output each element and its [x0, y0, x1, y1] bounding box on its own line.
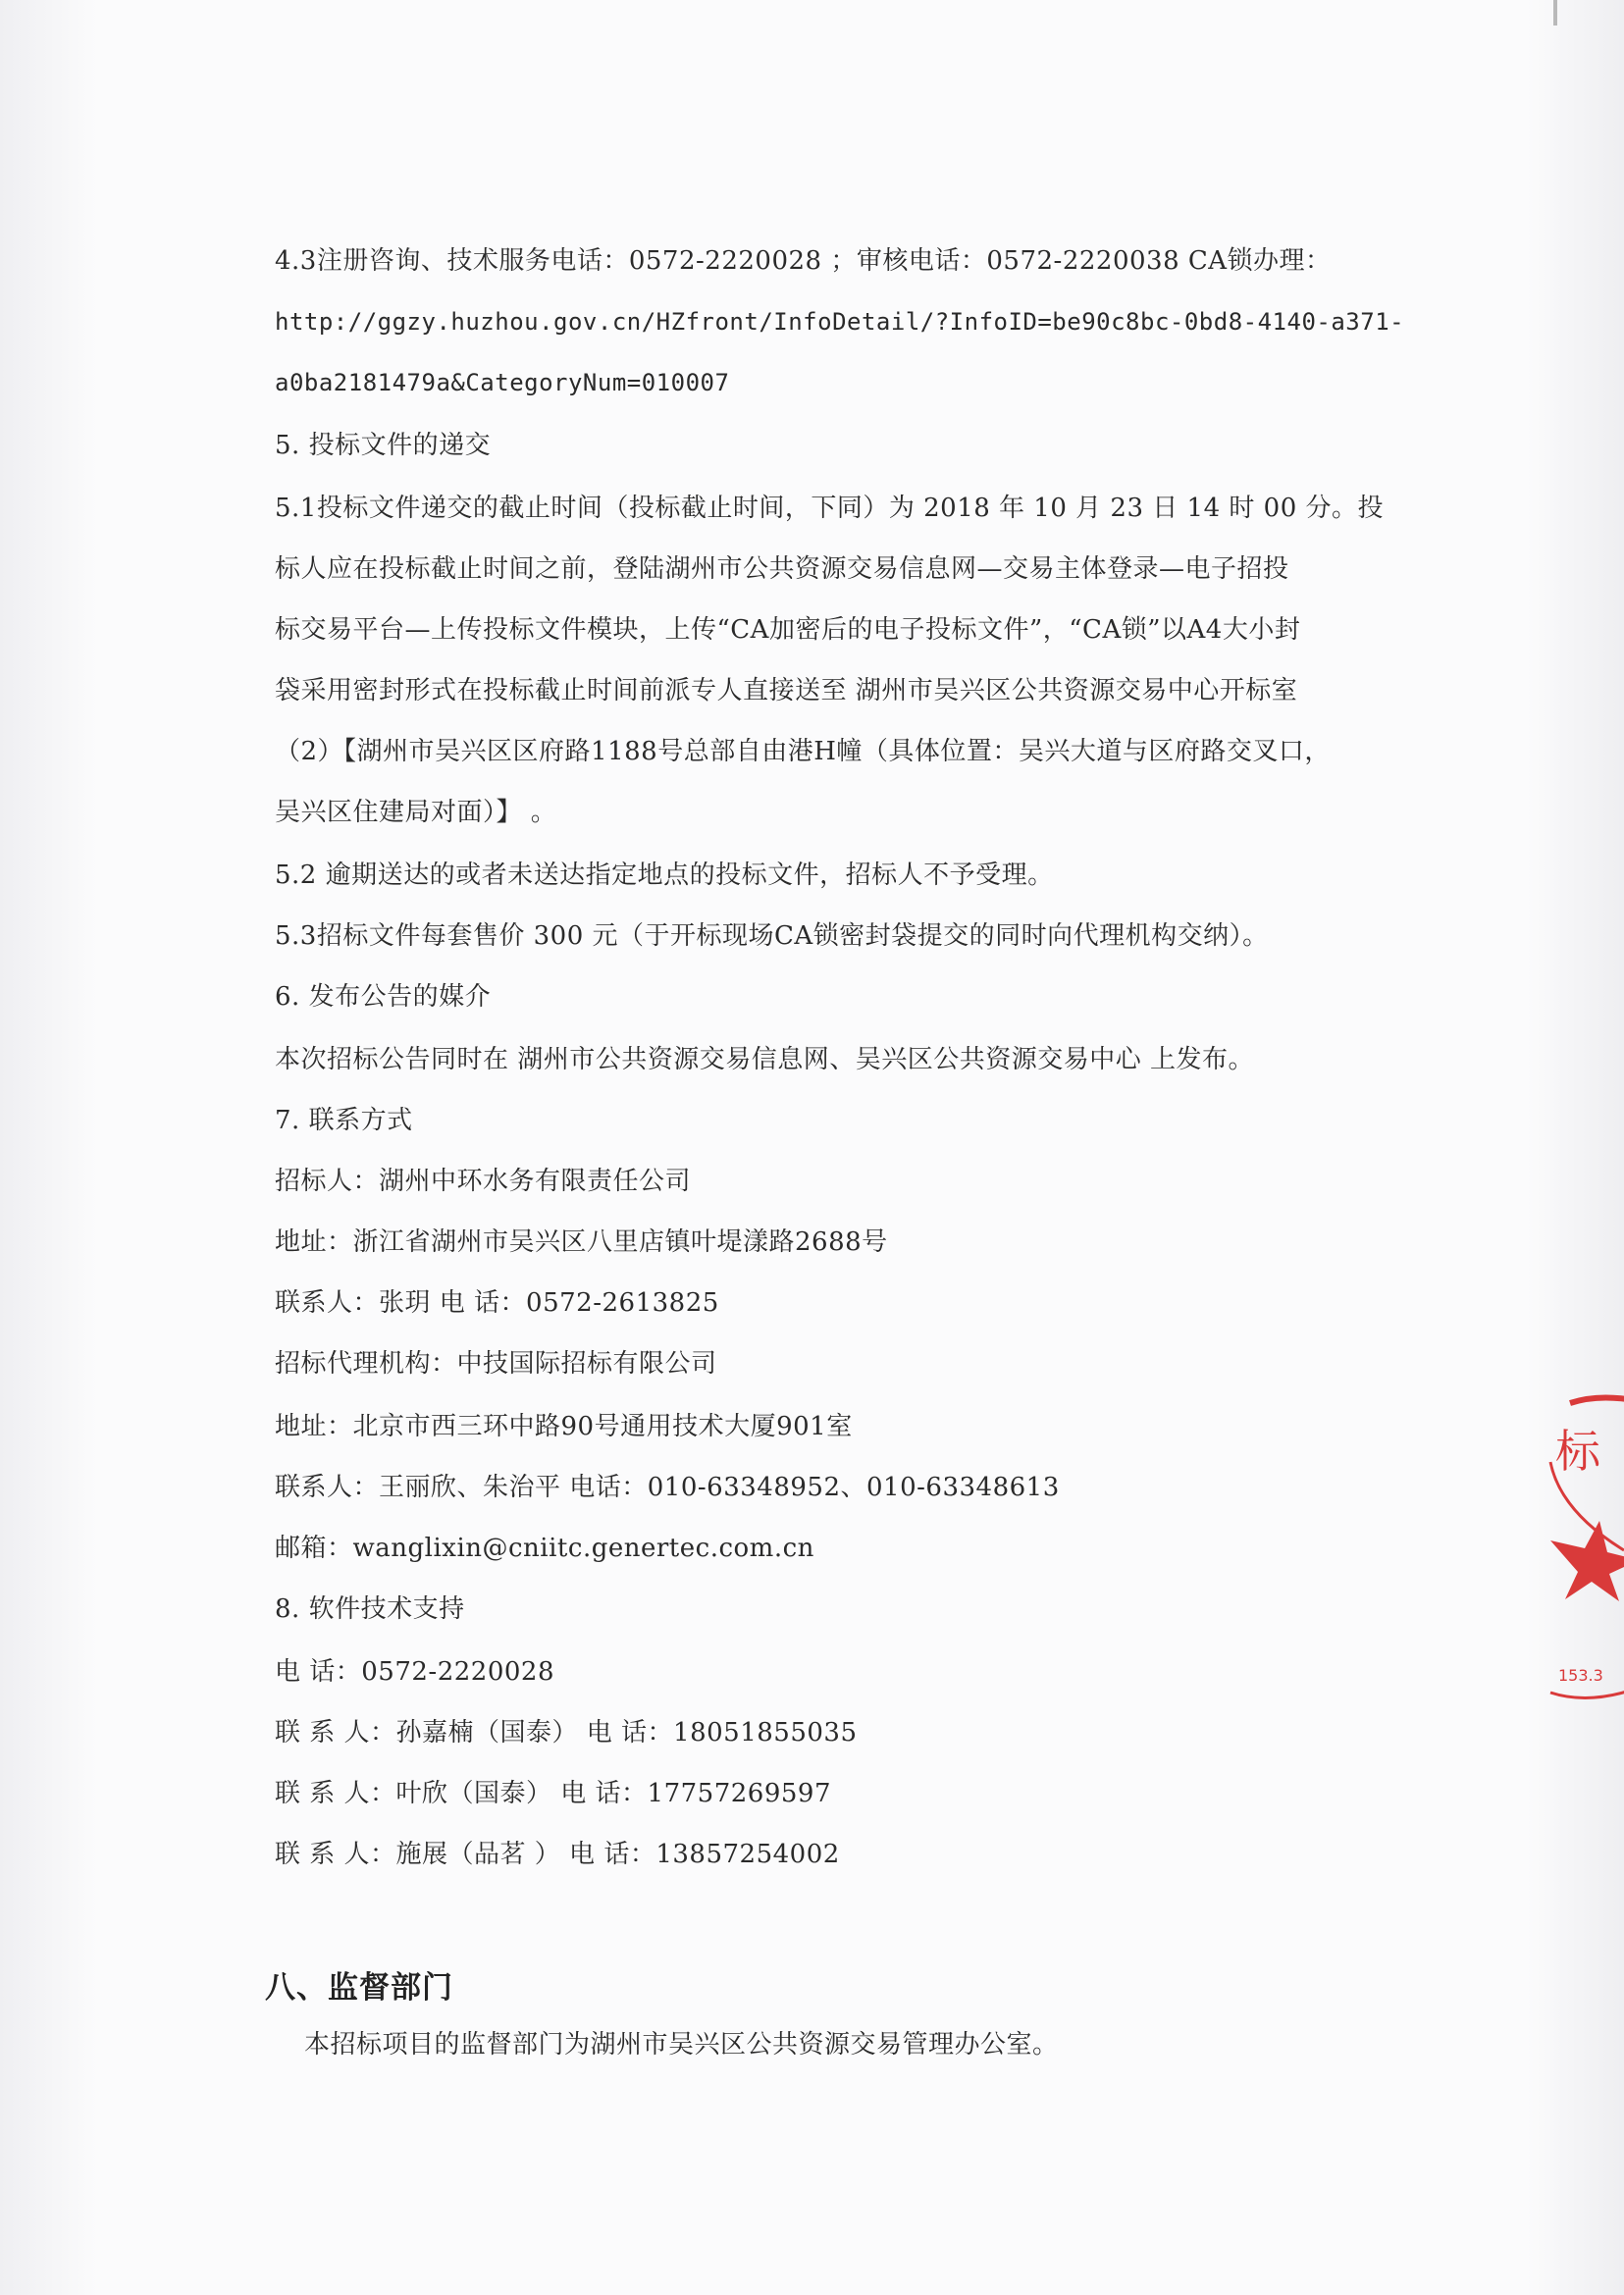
- heading-6: 6. 发布公告的媒介: [275, 982, 492, 1012]
- support-contact-1: 联 系 人：孙嘉楠（国泰） 电 话：18051855035: [275, 1718, 858, 1747]
- seal-char: 标: [1555, 1425, 1600, 1478]
- contact-tenderer-address: 地址：浙江省湖州市吴兴区八里店镇叶堤漾路2688号: [275, 1227, 888, 1257]
- red-seal-stamp-fragment: [1531, 1393, 1624, 1766]
- seal-number-fragment: 153.3: [1558, 1666, 1603, 1685]
- ca-url-line-2: a0ba2181479a&CategoryNum=010007: [275, 369, 730, 396]
- text-line-5-1-c: 标交易平台—上传投标文件模块，上传“CA加密后的电子投标文件”，“CA锁”以A4大小封: [275, 615, 1301, 645]
- text-line-6-body: 本次招标公告同时在 湖州市公共资源交易信息网、吴兴区公共资源交易中心 上发布。: [275, 1045, 1255, 1074]
- contact-tenderer-person: 联系人：张玥 电 话：0572-2613825: [275, 1288, 719, 1318]
- contact-agency: 招标代理机构：中技国际招标有限公司: [275, 1349, 717, 1379]
- text-line-5-1-b: 标人应在投标截止时间之前，登陆湖州市公共资源交易信息网—交易主体登录—电子招投: [275, 554, 1289, 584]
- contact-agency-address: 地址：北京市西三环中路90号通用技术大厦901室: [275, 1412, 853, 1441]
- text-line-5-1-f: 吴兴区住建局对面）】 。: [275, 798, 557, 827]
- text-line-5-2: 5.2 逾期送达的或者未送达指定地点的投标文件，招标人不予受理。: [275, 861, 1054, 890]
- text-line-phone-info: 4.3注册咨询、技术服务电话：0572-2220028 ；审核电话：0572-2220038 CA锁办理：: [275, 246, 1332, 276]
- text-line-5-3: 5.3招标文件每套售价 300 元（于开标现场CA锁密封袋提交的同时向代理机构交纳）。: [275, 921, 1269, 951]
- contact-agency-person: 联系人：王丽欣、朱治平 电话：010-63348952、010-63348613: [275, 1473, 1060, 1502]
- ca-url-line-1: http://ggzy.huzhou.gov.cn/HZfront/InfoDetail/?InfoID=be90c8bc-0bd8-4140-a371-: [275, 308, 1405, 336]
- heading-7: 7. 联系方式: [275, 1106, 413, 1135]
- support-contact-3: 联 系 人：施展（品茗 ） 电 话：13857254002: [275, 1840, 840, 1869]
- seal-arc-top: [1570, 1397, 1624, 1403]
- section-8-body: 本招标项目的监督部门为湖州市吴兴区公共资源交易管理办公室。: [304, 2030, 1059, 2060]
- support-contact-2: 联 系 人：叶欣（国泰） 电 话：17757269597: [275, 1779, 832, 1808]
- seal-star-icon: [1550, 1521, 1624, 1601]
- seal-arc-bottom: [1550, 1688, 1624, 1697]
- contact-tenderer: 招标人：湖州中环水务有限责任公司: [275, 1167, 692, 1196]
- heading-8: 8. 软件技术支持: [275, 1594, 465, 1624]
- scan-edge-mark: [1553, 0, 1557, 26]
- contact-agency-email: 邮箱：wanglixin@cniitc.genertec.com.cn: [275, 1534, 814, 1563]
- text-line-5-1-e: （2）【湖州市吴兴区区府路1188号总部自由港H幢（具体位置：吴兴大道与区府路交叉口，: [275, 737, 1331, 766]
- text-line-5-1-a: 5.1投标文件递交的截止时间（投标截止时间，下同）为 2018 年 10 月 23 日 14 时 00 分。投: [275, 494, 1384, 523]
- heading-5: 5. 投标文件的递交: [275, 431, 492, 460]
- support-phone: 电 话：0572-2220028: [275, 1657, 555, 1687]
- section-8-heading: 八、监督部门: [265, 1970, 453, 2006]
- text-line-5-1-d: 袋采用密封形式在投标截止时间前派专人直接送至 湖州市吴兴区公共资源交易中心开标室: [275, 676, 1298, 705]
